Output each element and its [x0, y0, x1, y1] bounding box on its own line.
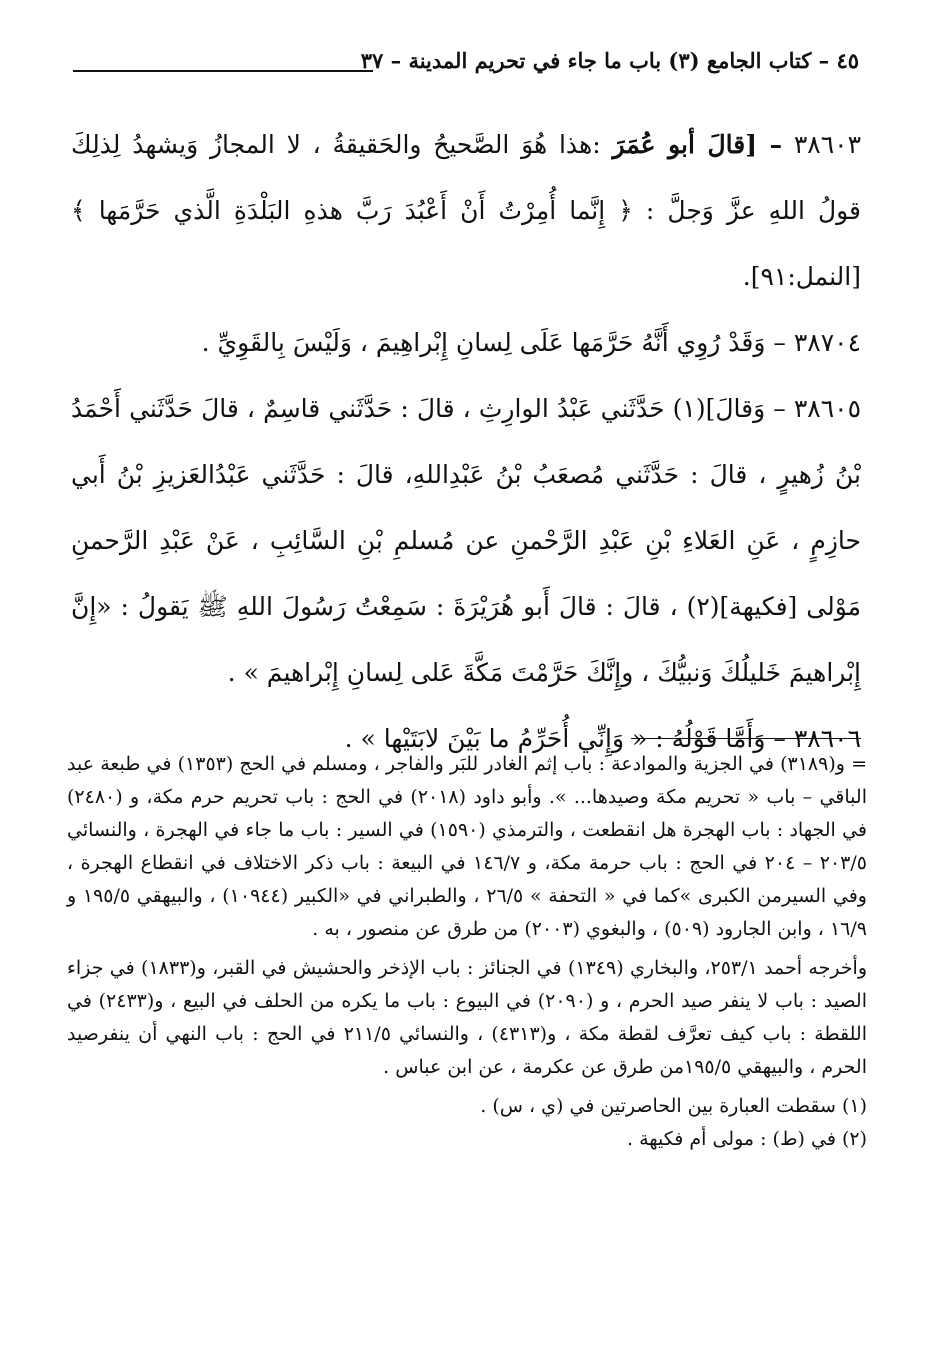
paragraph-38603 — [71, 112, 861, 310]
header-rule — [73, 70, 373, 72]
paragraph-number: ٣٨٦٠٣ — [793, 130, 862, 159]
footnote-2: (٢) في (ط) : مولى أم فكيهة . — [627, 1128, 867, 1150]
paragraph-text: – وَأَمَّا قَوْلُهُ : « وَإِنِّي أُحَرِّمُ ما بَيْنَ لابَتَيْها » . — [344, 724, 786, 753]
footnote-1: (١) سقطت العبارة بين الحاصرتين في (ي ، س) . — [480, 1095, 867, 1117]
footnotes — [67, 748, 867, 1156]
header-title: ٤٥ – كتاب الجامع (٣) باب ما جاء في تحريم المدينة – ٣٧ — [360, 48, 859, 73]
paragraph-number: ٣٨٦٠٦ — [793, 724, 861, 753]
paragraph-text: – وَقالَ](١) حَدَّثَني عَبْدُ الوارِثِ ، قالَ : حَدَّثَني قاسِمٌ ، قالَ حَدَّثَني أَحْمَدُ بْنُ زُهيرٍ ، قالَ : حَدَّثَني مُصعَبُ بْنُ عَبْدِاللهِ، قالَ : حَدَّثَني عَبْدُالعَزيزِ بْنُ أَبي حازِمٍ ، عَنِ العَلاءِ بْنِ عَبْدِ الرَّحْمنِ عن مُسلمِ بْنِ السَّائِبِ ، عَنْ عَبْدِ الرَّحمنِ مَوْلى [فكيهة](٢) ، قالَ : قالَ أَبو هُرَيْرَةَ : سَمِعْتُ رَسُولَ اللهِ ﷺ يَقولُ : «إِنَّ إِبْراهيمَ خَليلُكَ وَنبيُّكَ ، وإِنَّكَ حَرَّمْتَ مَكَّةَ عَلى لِسانِ إِبْراهيمَ » . — [71, 394, 861, 687]
paragraph-lead: – [قالَ أبو عُمَرَ — [612, 130, 783, 159]
paragraph-number: ٣٨٦٠٥ — [793, 394, 861, 423]
paragraph-38704 — [71, 310, 861, 376]
paragraph-text: :هذا هُوَ الصَّحيحُ والحَقيقةُ ، لا المجازُ وَيشهدُ لِذلِكَ قولُ اللهِ عزَّ وَجلَّ : ﴿ إِنَّما أُمِرْتُ أَنْ أَعْبُدَ رَبَّ هذهِ البَلْدَةِ الَّذي حَرَّمَها ﴾ [النمل:٩١]. — [71, 130, 861, 291]
paragraph-38605 — [71, 376, 861, 706]
paragraph-number: ٣٨٧٠٤ — [793, 328, 861, 357]
running-header — [73, 44, 859, 84]
footnote-separator — [631, 738, 861, 739]
footnote-second: وأخرجه أحمد ٢٥٣/١، والبخاري (١٣٤٩) في الجنائز : باب الإذخر والحشيش في القبر، و(١٨٣٣) في جزاء الصيد : باب لا ينفر صيد الحرم ، و (٢٠٩٠) في البيوع : باب ما يكره من الحلف في البيع ، و(٢٤٣٣) في اللقطة : باب كيف تعرَّف لقطة مكة ، و(٤٣١٣) ، والنسائي ٢١١/٥ في الحج : باب النهي أن ينفرصيد الحرم ، والبيهقي ١٩٥/٥من طرق عن عكرمة ، عن ابن عباس . — [67, 957, 867, 1078]
footnote-continued: = و(٣١٨٩) في الجزية والموادعة : باب إثم الغادر للبَر والفاجر ، ومسلم في الحج (١٣٥٣) في طبعة عبد الباقي – باب « تحريم مكة وصيدها... ». وأبو داود (٢٠١٨) في الحج : باب تحريم حرم مكة، و (٢٤٨٠) في الجهاد : باب الهجرة هل انقطعت ، والترمذي (١٥٩٠) في السير : باب ما جاء في الهجرة ، والنسائي ٢٠٣/٥ – ٢٠٤ في الحج : باب حرمة مكة، و ١٤٦/٧ في البيعة : باب ذكر الاختلاف في انقطاع الهجرة ، وفي السيرمن الكبرى »كما في « التحفة » ٢٦/٥ ، والطبراني في «الكبير (١٠٩٤٤) ، والبيهقي ١٩٥/٥ و ١٦/٩ ، وابن الجارود (٥٠٩) ، والبغوي (٢٠٠٣) من طرق عن منصور ، به . — [67, 753, 867, 940]
main-text — [71, 112, 861, 772]
paragraph-text: – وَقَدْ رُوِي أَنَّهُ حَرَّمَها عَلَى لِسانِ إِبْراهِيمَ ، وَلَيْسَ بِالقَوِيِّ . — [201, 328, 786, 357]
